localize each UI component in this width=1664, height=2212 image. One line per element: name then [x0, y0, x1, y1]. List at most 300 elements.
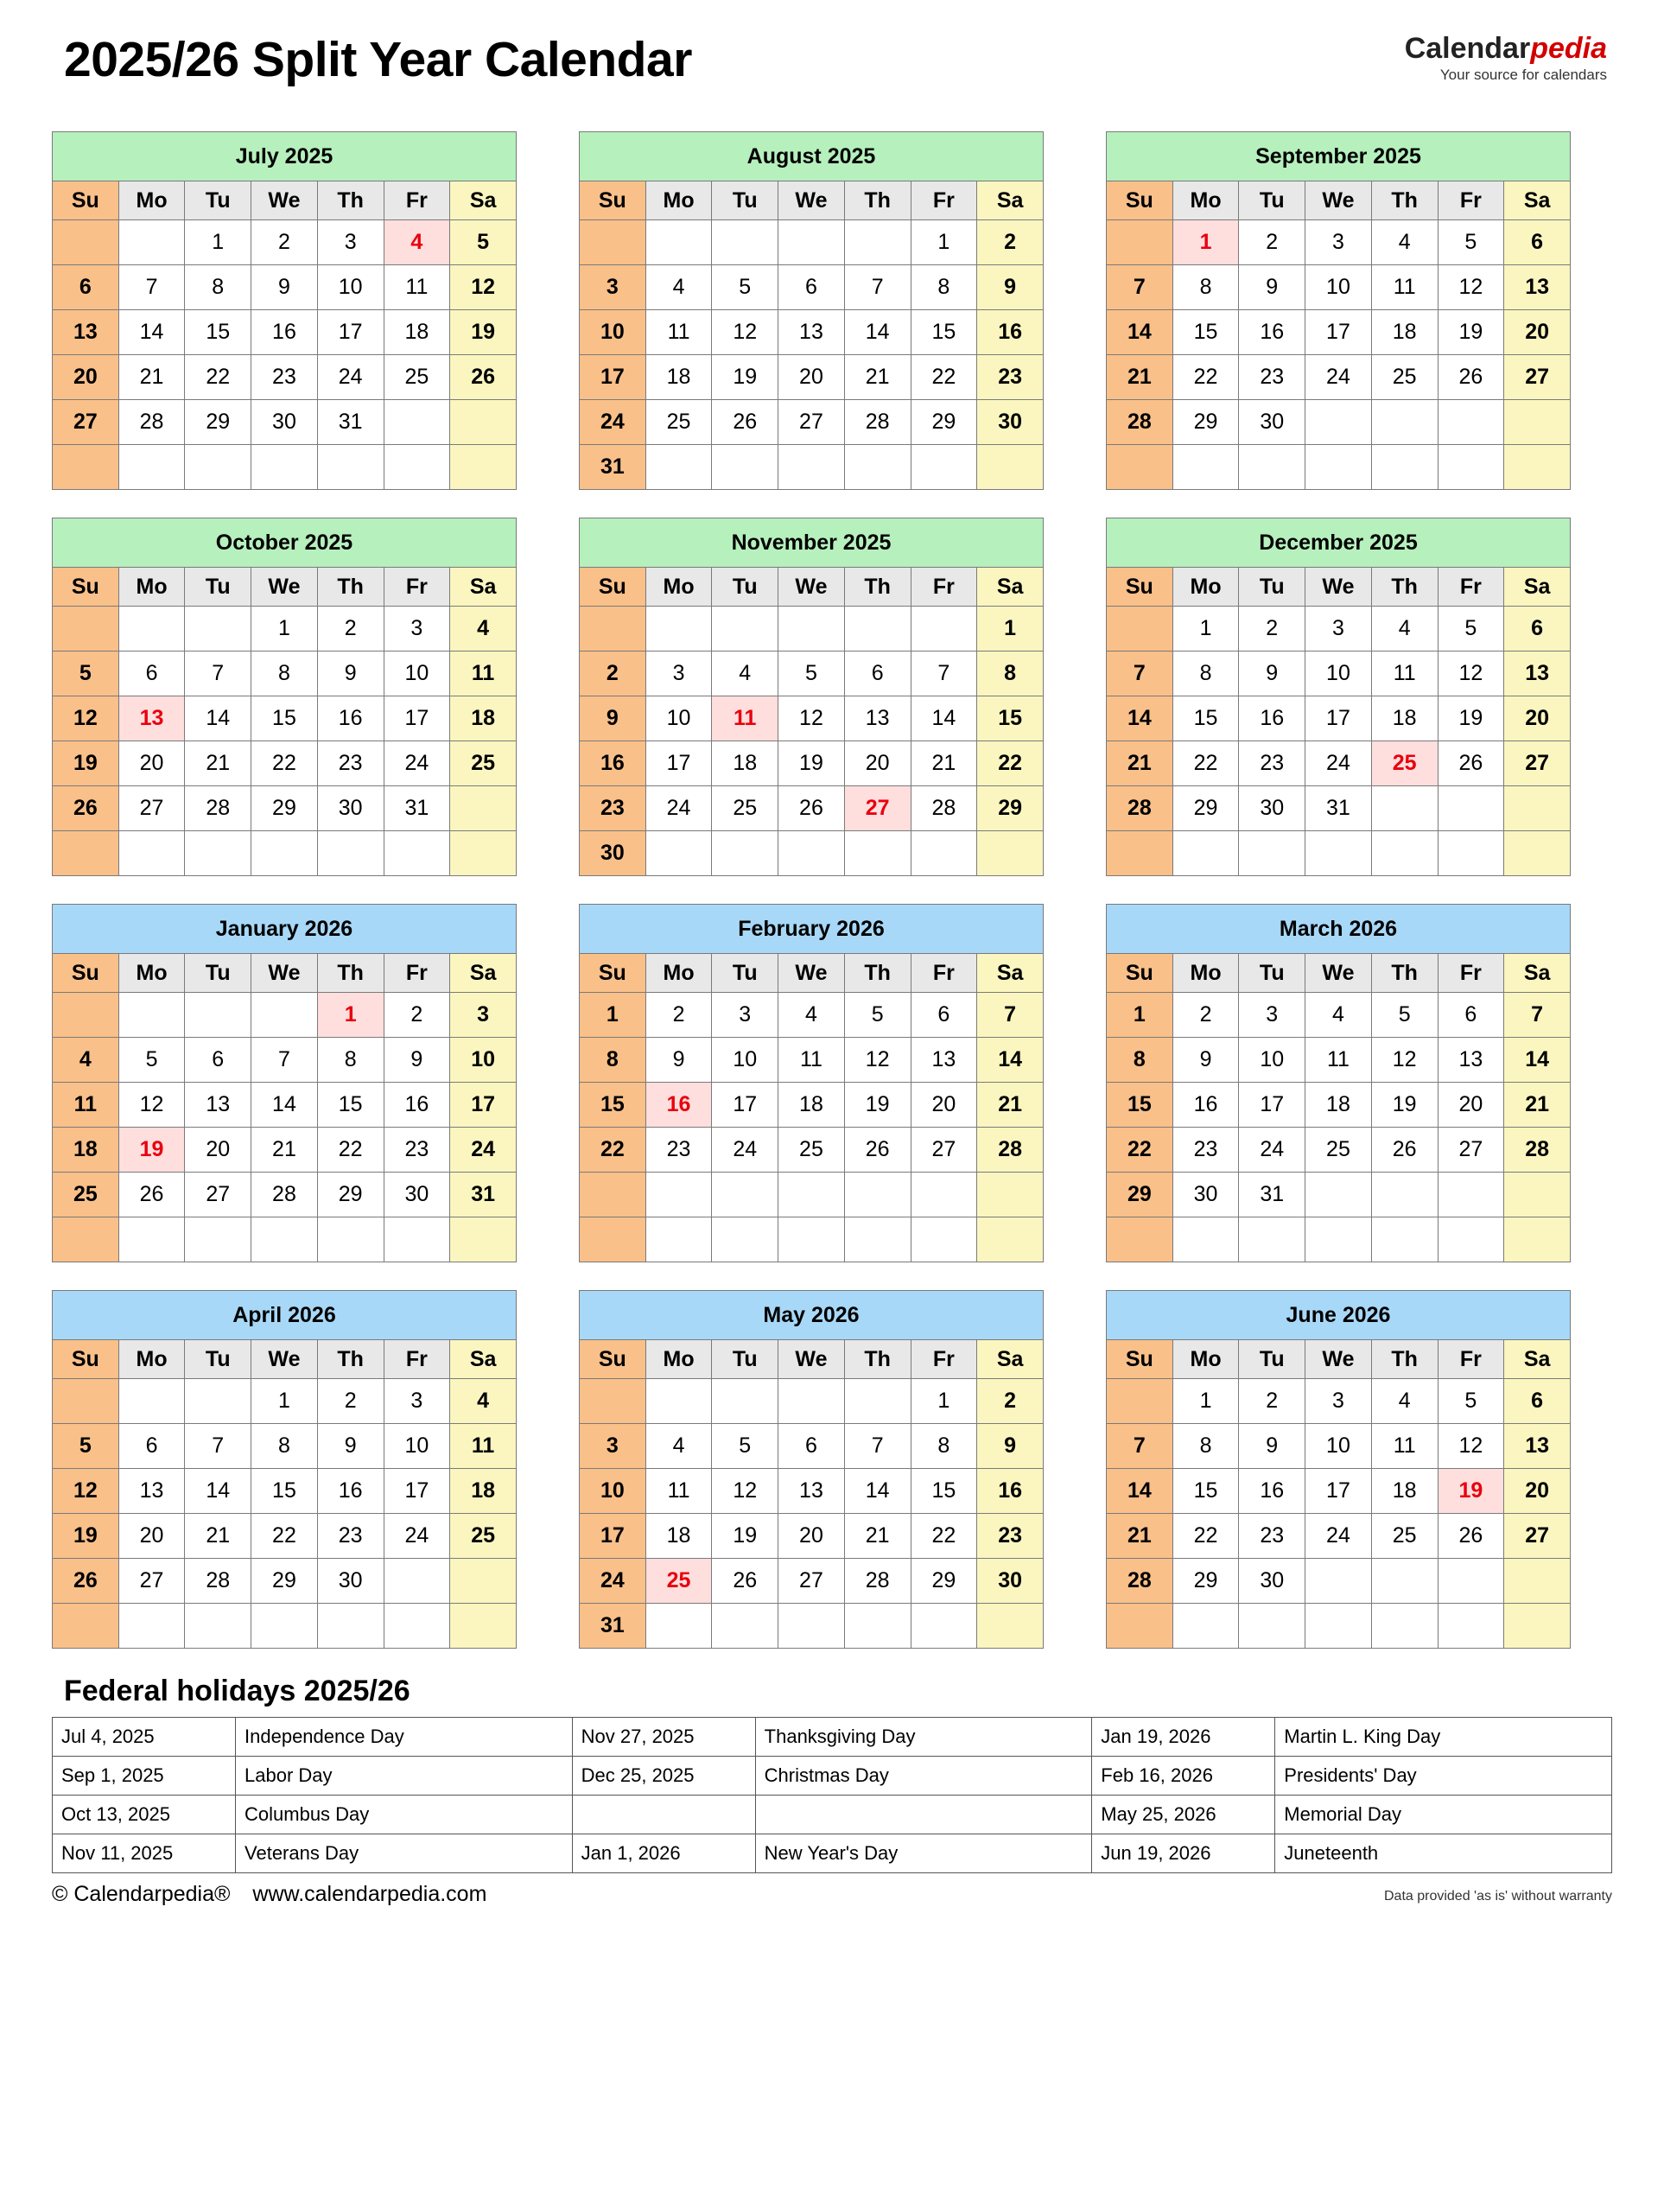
day-cell-empty: [712, 445, 778, 490]
day-cell: 30: [1172, 1173, 1239, 1217]
day-cell-empty: [1438, 1559, 1504, 1604]
day-cell: 5: [712, 265, 778, 310]
day-cell-empty: [1438, 1173, 1504, 1217]
day-cell-empty: [251, 445, 318, 490]
day-cell-empty: [712, 1604, 778, 1649]
day-cell: 24: [384, 741, 450, 786]
day-cell: 21: [977, 1083, 1044, 1128]
day-cell-empty: [1371, 1604, 1438, 1649]
day-cell: 8: [317, 1038, 384, 1083]
day-cell: 30: [580, 831, 646, 876]
day-cell: 9: [1239, 652, 1305, 696]
day-cell: 21: [844, 355, 911, 400]
day-cell-empty: [1371, 831, 1438, 876]
day-cell: 20: [1504, 696, 1571, 741]
day-cell: 11: [1305, 1038, 1372, 1083]
day-cell: 14: [844, 310, 911, 355]
weekday-header: Th: [844, 568, 911, 607]
day-cell-empty: [118, 607, 185, 652]
weekday-header: Su: [580, 568, 646, 607]
day-cell: 4: [645, 265, 712, 310]
day-cell: 30: [384, 1173, 450, 1217]
week-row: [1107, 310, 1571, 355]
day-cell: 5: [1438, 220, 1504, 265]
day-cell: 7: [911, 652, 977, 696]
day-cell: 13: [911, 1038, 977, 1083]
weekday-header: Su: [580, 181, 646, 220]
day-cell: 20: [118, 1514, 185, 1559]
day-cell-empty: [580, 220, 646, 265]
weekday-header: Sa: [450, 954, 517, 993]
day-cell: 1: [317, 993, 384, 1038]
day-cell-empty: [645, 445, 712, 490]
website-url[interactable]: www.calendarpedia.com: [252, 1882, 487, 1906]
day-cell-empty: [185, 831, 251, 876]
day-cell: 21: [911, 741, 977, 786]
day-cell: 9: [645, 1038, 712, 1083]
weekday-header: We: [251, 954, 318, 993]
week-row: [53, 1469, 517, 1514]
week-row: [1107, 1038, 1571, 1083]
weekday-header: We: [778, 568, 845, 607]
day-cell: 29: [911, 400, 977, 445]
day-cell: 21: [1107, 355, 1173, 400]
day-cell: 11: [1371, 652, 1438, 696]
day-cell-empty: [1107, 1217, 1173, 1262]
day-cell: 2: [1239, 607, 1305, 652]
day-cell-empty: [317, 1217, 384, 1262]
weekday-header: Su: [53, 181, 119, 220]
month-table: [1106, 518, 1571, 876]
day-cell: 23: [1239, 741, 1305, 786]
day-cell: 28: [251, 1173, 318, 1217]
week-row: [1107, 1173, 1571, 1217]
day-cell: 24: [317, 355, 384, 400]
week-row: [53, 1379, 517, 1424]
day-cell: 30: [317, 1559, 384, 1604]
day-cell: 6: [778, 1424, 845, 1469]
day-cell: 22: [251, 741, 318, 786]
day-cell: 17: [712, 1083, 778, 1128]
day-cell-empty: [1371, 1559, 1438, 1604]
weekday-header: We: [1305, 954, 1372, 993]
week-row: [580, 1424, 1044, 1469]
day-cell: 5: [450, 220, 517, 265]
day-cell: 30: [977, 400, 1044, 445]
day-cell-empty: [645, 1173, 712, 1217]
day-cell-empty: [1438, 445, 1504, 490]
day-cell-empty: [251, 1604, 318, 1649]
day-cell-empty: [911, 1604, 977, 1649]
day-cell-empty: [251, 993, 318, 1038]
day-cell: 3: [1305, 220, 1372, 265]
day-cell: 31: [580, 1604, 646, 1649]
day-cell-empty: [384, 400, 450, 445]
day-cell: 16: [1239, 1469, 1305, 1514]
day-cell-empty: [580, 1217, 646, 1262]
day-cell: 1: [1107, 993, 1173, 1038]
day-cell: 12: [844, 1038, 911, 1083]
day-cell: 6: [778, 265, 845, 310]
weekday-header: Fr: [1438, 568, 1504, 607]
day-cell-empty: [450, 786, 517, 831]
weekday-header: We: [778, 1340, 845, 1379]
weekday-header: Mo: [645, 1340, 712, 1379]
day-cell: 31: [450, 1173, 517, 1217]
day-cell-empty: [844, 1217, 911, 1262]
week-row: [1107, 265, 1571, 310]
month-block: [1106, 518, 1571, 876]
weekday-header: Sa: [1504, 568, 1571, 607]
weekday-header: Sa: [977, 1340, 1044, 1379]
day-cell-empty: [1172, 831, 1239, 876]
weekday-header: Fr: [911, 181, 977, 220]
day-cell: 13: [118, 696, 185, 741]
day-cell-empty: [712, 607, 778, 652]
day-cell-empty: [185, 445, 251, 490]
day-cell: 2: [317, 1379, 384, 1424]
day-cell: 17: [450, 1083, 517, 1128]
week-row: [1107, 1424, 1571, 1469]
day-cell: 14: [1504, 1038, 1571, 1083]
weekday-header: Fr: [384, 568, 450, 607]
weekday-header: We: [251, 1340, 318, 1379]
day-cell: 26: [844, 1128, 911, 1173]
day-cell: 27: [185, 1173, 251, 1217]
day-cell: 1: [251, 1379, 318, 1424]
weekday-header: Fr: [911, 1340, 977, 1379]
weekday-header: Tu: [185, 1340, 251, 1379]
day-cell: 25: [450, 1514, 517, 1559]
day-cell: 18: [53, 1128, 119, 1173]
day-cell: 8: [1172, 652, 1239, 696]
day-cell: 5: [1438, 1379, 1504, 1424]
day-cell-empty: [1172, 1604, 1239, 1649]
day-cell: 15: [977, 696, 1044, 741]
week-row: [580, 696, 1044, 741]
day-cell: 8: [1172, 1424, 1239, 1469]
weekday-header: Th: [317, 1340, 384, 1379]
week-row: [53, 445, 517, 490]
day-cell: 2: [977, 220, 1044, 265]
day-cell: 26: [1438, 741, 1504, 786]
day-cell: 4: [384, 220, 450, 265]
day-cell: 15: [251, 696, 318, 741]
week-row: [53, 831, 517, 876]
day-cell: 26: [53, 786, 119, 831]
day-cell: 8: [251, 652, 318, 696]
day-cell: 12: [778, 696, 845, 741]
day-cell: 27: [1438, 1128, 1504, 1173]
day-cell-empty: [1371, 400, 1438, 445]
day-cell: 24: [1305, 1514, 1372, 1559]
week-row: [580, 1173, 1044, 1217]
day-cell: 28: [185, 1559, 251, 1604]
day-cell: 6: [1504, 1379, 1571, 1424]
day-cell: 28: [1504, 1128, 1571, 1173]
week-row: [53, 1604, 517, 1649]
holiday-date: Jan 19, 2026: [1092, 1718, 1275, 1757]
day-cell: 20: [185, 1128, 251, 1173]
weekday-header: Th: [317, 568, 384, 607]
day-cell: 12: [53, 1469, 119, 1514]
day-cell: 25: [1305, 1128, 1372, 1173]
day-cell-empty: [118, 831, 185, 876]
day-cell: 26: [450, 355, 517, 400]
day-cell-empty: [1107, 831, 1173, 876]
weekday-header: Fr: [1438, 181, 1504, 220]
day-cell-empty: [450, 1559, 517, 1604]
day-cell: 14: [118, 310, 185, 355]
weekday-header: Tu: [1239, 1340, 1305, 1379]
day-cell: 16: [251, 310, 318, 355]
day-cell: 26: [118, 1173, 185, 1217]
day-cell: 12: [450, 265, 517, 310]
day-cell: 14: [1107, 1469, 1173, 1514]
day-cell: 2: [251, 220, 318, 265]
day-cell: 4: [1305, 993, 1372, 1038]
week-row: [580, 1469, 1044, 1514]
day-cell-empty: [53, 831, 119, 876]
day-cell: 24: [1305, 355, 1372, 400]
day-cell: 20: [1504, 1469, 1571, 1514]
day-cell: 20: [118, 741, 185, 786]
day-cell: 23: [1239, 1514, 1305, 1559]
day-cell-empty: [712, 1379, 778, 1424]
day-cell: 2: [384, 993, 450, 1038]
day-cell-empty: [645, 1217, 712, 1262]
day-cell-empty: [53, 993, 119, 1038]
holiday-row: [53, 1796, 1612, 1834]
day-cell: 28: [1107, 400, 1173, 445]
holiday-name: Memorial Day: [1275, 1796, 1612, 1834]
day-cell: 27: [118, 1559, 185, 1604]
day-cell: 21: [118, 355, 185, 400]
weekday-header: We: [1305, 1340, 1372, 1379]
week-row: [580, 1604, 1044, 1649]
week-row: [53, 741, 517, 786]
day-cell: 16: [384, 1083, 450, 1128]
day-cell: 27: [778, 400, 845, 445]
day-cell: 14: [977, 1038, 1044, 1083]
day-cell-empty: [1305, 445, 1372, 490]
week-row: [1107, 652, 1571, 696]
day-cell: 20: [1504, 310, 1571, 355]
day-cell-empty: [778, 831, 845, 876]
day-cell: 23: [977, 355, 1044, 400]
day-cell-empty: [1172, 445, 1239, 490]
month-block: [579, 1290, 1044, 1649]
week-row: [53, 1038, 517, 1083]
day-cell-empty: [1107, 607, 1173, 652]
weekday-header: Sa: [1504, 1340, 1571, 1379]
day-cell: 18: [450, 696, 517, 741]
day-cell: 8: [185, 265, 251, 310]
day-cell: 10: [1239, 1038, 1305, 1083]
day-cell-empty: [778, 1604, 845, 1649]
day-cell: 12: [1438, 1424, 1504, 1469]
day-cell-empty: [1305, 1217, 1372, 1262]
week-row: [53, 786, 517, 831]
day-cell: 26: [1371, 1128, 1438, 1173]
day-cell: 1: [1172, 220, 1239, 265]
week-row: [1107, 1604, 1571, 1649]
day-cell: 24: [712, 1128, 778, 1173]
day-cell: 25: [1371, 355, 1438, 400]
day-cell: 17: [645, 741, 712, 786]
day-cell: 24: [384, 1514, 450, 1559]
day-cell: 29: [1172, 786, 1239, 831]
day-cell: 19: [1371, 1083, 1438, 1128]
week-row: [580, 1217, 1044, 1262]
day-cell: 17: [580, 355, 646, 400]
holiday-name: Veterans Day: [236, 1834, 573, 1873]
day-cell: 12: [118, 1083, 185, 1128]
day-cell: 9: [317, 652, 384, 696]
day-cell: 3: [317, 220, 384, 265]
day-cell-empty: [1438, 786, 1504, 831]
day-cell-empty: [844, 831, 911, 876]
day-cell: 3: [384, 1379, 450, 1424]
day-cell-empty: [450, 1604, 517, 1649]
day-cell-empty: [450, 400, 517, 445]
day-cell: 4: [53, 1038, 119, 1083]
disclaimer-text: Data provided 'as is' without warranty: [1383, 1889, 1612, 1904]
day-cell-empty: [1172, 1217, 1239, 1262]
week-row: [53, 652, 517, 696]
week-row: [1107, 1379, 1571, 1424]
federal-holidays-table: [52, 1717, 1612, 1873]
month-title: April 2026: [53, 1291, 517, 1340]
day-cell: 8: [580, 1038, 646, 1083]
day-cell: 16: [317, 1469, 384, 1514]
day-cell: 11: [645, 1469, 712, 1514]
day-cell-empty: [844, 1604, 911, 1649]
brand-logo: [1405, 33, 1612, 84]
month-block: [579, 131, 1044, 490]
week-row: [580, 1083, 1044, 1128]
day-cell: 22: [977, 741, 1044, 786]
page-header: [52, 33, 1612, 112]
federal-holidays-title: Federal holidays 2025/26: [64, 1675, 410, 1707]
month-table: [52, 518, 517, 876]
weekday-header: Mo: [118, 568, 185, 607]
weekday-header: Fr: [1438, 1340, 1504, 1379]
day-cell: 13: [1504, 1424, 1571, 1469]
day-cell: 26: [53, 1559, 119, 1604]
week-row: [1107, 355, 1571, 400]
day-cell: 6: [1438, 993, 1504, 1038]
day-cell: 14: [185, 696, 251, 741]
day-cell: 7: [1107, 265, 1173, 310]
day-cell: 15: [1172, 1469, 1239, 1514]
day-cell: 19: [1438, 310, 1504, 355]
day-cell: 15: [251, 1469, 318, 1514]
day-cell: 9: [977, 265, 1044, 310]
week-row: [580, 741, 1044, 786]
week-row: [1107, 741, 1571, 786]
weekday-header: Su: [53, 1340, 119, 1379]
day-cell: 10: [1305, 652, 1372, 696]
day-cell: 22: [185, 355, 251, 400]
day-cell: 5: [844, 993, 911, 1038]
brand-name-accent: pedia: [1530, 32, 1607, 65]
day-cell: 30: [1239, 786, 1305, 831]
day-cell-empty: [778, 445, 845, 490]
day-cell: 1: [185, 220, 251, 265]
day-cell-empty: [1438, 1604, 1504, 1649]
day-cell: 20: [844, 741, 911, 786]
day-cell: 10: [580, 1469, 646, 1514]
day-cell-empty: [1504, 1173, 1571, 1217]
day-cell: 20: [778, 355, 845, 400]
day-cell: 18: [712, 741, 778, 786]
week-row: [580, 265, 1044, 310]
day-cell: 1: [251, 607, 318, 652]
day-cell: 4: [1371, 220, 1438, 265]
day-cell: 11: [450, 652, 517, 696]
day-cell: 19: [450, 310, 517, 355]
day-cell: 29: [1172, 400, 1239, 445]
week-row: [1107, 1469, 1571, 1514]
day-cell: 24: [580, 400, 646, 445]
day-cell: 5: [778, 652, 845, 696]
day-cell-empty: [53, 1604, 119, 1649]
weekday-header: Sa: [1504, 181, 1571, 220]
weekday-header: Tu: [712, 568, 778, 607]
day-cell-empty: [1239, 1217, 1305, 1262]
day-cell: 22: [911, 1514, 977, 1559]
day-cell: 18: [645, 355, 712, 400]
day-cell: 31: [317, 400, 384, 445]
month-block: [52, 518, 517, 876]
day-cell-empty: [118, 993, 185, 1038]
holiday-name: Thanksgiving Day: [755, 1718, 1092, 1757]
day-cell: 12: [1438, 265, 1504, 310]
week-row: [1107, 220, 1571, 265]
weekday-header: Su: [580, 954, 646, 993]
weekday-header: We: [1305, 181, 1372, 220]
week-row: [580, 831, 1044, 876]
weekday-header: Tu: [712, 1340, 778, 1379]
day-cell: 20: [911, 1083, 977, 1128]
day-cell: 11: [1371, 265, 1438, 310]
holiday-date: Jan 1, 2026: [572, 1834, 755, 1873]
day-cell: 20: [53, 355, 119, 400]
day-cell: 6: [118, 652, 185, 696]
holiday-date: Jun 19, 2026: [1092, 1834, 1275, 1873]
day-cell: 27: [911, 1128, 977, 1173]
footer-left: [52, 1882, 486, 1907]
day-cell-empty: [185, 1604, 251, 1649]
day-cell-empty: [844, 1173, 911, 1217]
day-cell: 24: [1305, 741, 1372, 786]
weekday-header: Th: [1371, 181, 1438, 220]
day-cell: 2: [317, 607, 384, 652]
day-cell: 30: [977, 1559, 1044, 1604]
day-cell: 6: [911, 993, 977, 1038]
day-cell: 20: [1438, 1083, 1504, 1128]
day-cell: 9: [384, 1038, 450, 1083]
day-cell: 5: [118, 1038, 185, 1083]
weekday-header: Mo: [118, 954, 185, 993]
day-cell: 26: [712, 400, 778, 445]
month-block: [579, 904, 1044, 1262]
day-cell-empty: [1107, 1379, 1173, 1424]
weekday-header: Fr: [1438, 954, 1504, 993]
holiday-name: Independence Day: [236, 1718, 573, 1757]
day-cell-empty: [844, 1379, 911, 1424]
